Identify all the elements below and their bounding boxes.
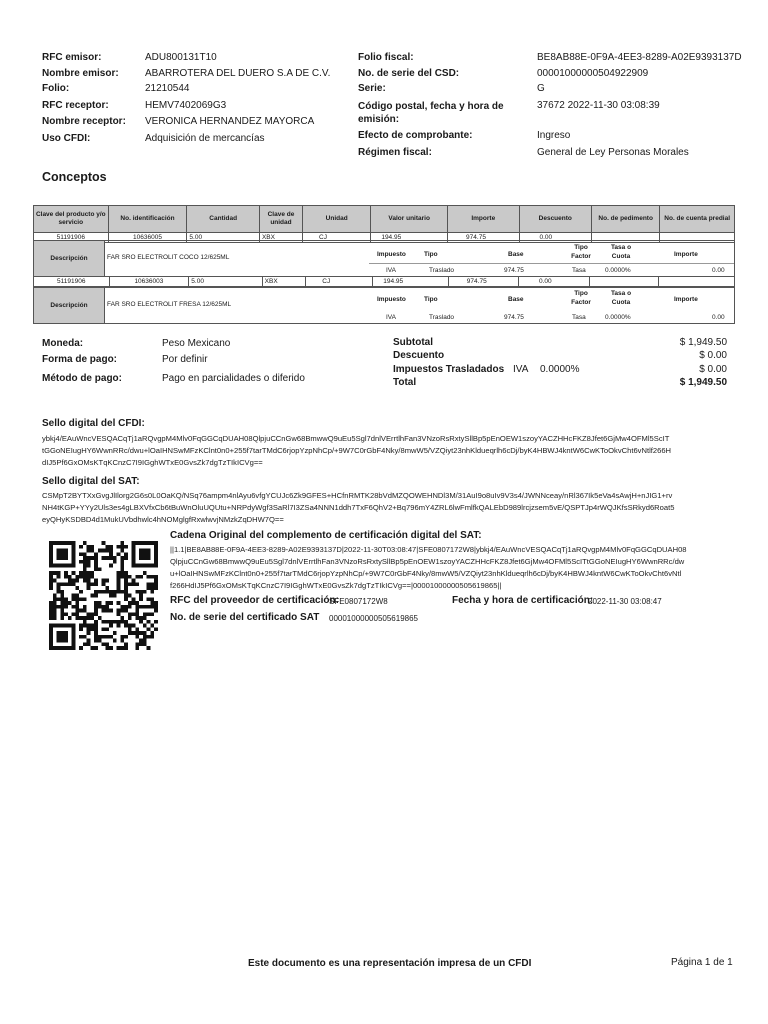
folio-label: Folio: xyxy=(42,83,70,94)
nombre-receptor-label: Nombre receptor: xyxy=(42,116,126,127)
efecto-label: Efecto de comprobante: xyxy=(358,130,473,141)
tax-tipo-factor: Tasa xyxy=(572,314,586,321)
impuestos-tipo: IVA xyxy=(513,364,529,375)
sello-sat-line: NH4tKGP+YYy2Uls3es4gLBXVfxCb6tBuWnOluUQUtu+NRPdyWgf3SaRl7I3ZSa4NNN1ddh7TxF6QhV2+Bq796mY4ZRL6lwFmlfkQALEbD989lrcjzsem5vE/QSPTJp4rWQJKfsSRkyd6Roat5 xyxy=(42,503,675,512)
total-label: Total xyxy=(393,377,417,388)
impuestos-trasladados-label: Impuestos Trasladados xyxy=(393,364,505,375)
serie-csd-label: No. de serie del CSD: xyxy=(358,68,460,79)
cell-clave-unidad: XBX xyxy=(259,233,302,243)
tax-tipo: Traslado xyxy=(429,314,455,321)
sello-cfdi-line: ybkj4/EAuWncVESQACqTj1aRQvgpM4Mlv0FqGGCqDUAH08QlpjuCCnGw68BmwwQ9uEu5Sgl7dnlVErrtlhFan3VNzoRsRxtySllBp5pEnOEW1szoyYACZHHcFKZ8Jfet6GjMw4OFMl5ScIT xyxy=(42,434,670,443)
tax-head-tipo-factor: Tipo Factor xyxy=(571,290,591,306)
cell-unidad: CJ xyxy=(303,233,371,243)
rfc-receptor-label: RFC receptor: xyxy=(42,100,109,111)
cadena-line: ||1.1|BE8AB88E-0F9A-4EE3-8289-A02E9393137D|2022-11-30T03:08:47|SFE0807172W8|ybkj4/EAuWncVESQACqTj1aRQvgpM4Mlv0FqGGCqDUAH08 xyxy=(170,545,687,554)
tax-head-base: Base xyxy=(508,251,524,258)
nombre-emisor-label: Nombre emisor: xyxy=(42,68,119,79)
tax-head-base: Base xyxy=(508,296,524,303)
descripcion-label: Descripción xyxy=(34,241,105,276)
col-clave-unidad: Clave de unidad xyxy=(259,206,302,233)
tax-base: 974.75 xyxy=(504,314,524,321)
page-number: Página 1 de 1 xyxy=(671,957,733,968)
sello-sat-line: eyQHyKSDBD4d1MukUVbdhwlc4hNOMglgfRxwlwvjNMzkZqDHW7Q== xyxy=(42,515,284,524)
efecto-value: Ingreso xyxy=(537,130,571,141)
col-importe: Importe xyxy=(448,206,519,233)
tax-head-impuesto: Impuesto xyxy=(377,296,406,303)
sello-sat-line: CSMpT2BYTXxGvgJlIlorg2G6s0L0OaKQ/NSq76ampm4nlAyu6vfgYCUJc6Zk9GFES+HCfnRMTK28bVdMZQOWEHNDl3M/31AuI9o8uIv9V3s4/JWNNceay/nRl367Ik5eVa4sAwjH+nJIG1+rv xyxy=(42,491,673,500)
footer-note: Este documento es una representación impresa de un CFDI xyxy=(248,958,532,969)
folio-value: 21210544 xyxy=(145,83,190,94)
conceptos-table-header xyxy=(33,205,735,243)
tax-impuesto: IVA xyxy=(386,267,396,274)
tax-head-impuesto: Impuesto xyxy=(377,251,406,258)
tax-head-importe: Importe xyxy=(674,296,698,303)
tax-head-importe: Importe xyxy=(674,251,698,258)
forma-pago-value: Por definir xyxy=(162,354,208,365)
forma-pago-label: Forma de pago: xyxy=(42,354,118,365)
sello-sat-title: Sello digital del SAT: xyxy=(42,476,140,487)
fecha-certificacion-label: Fecha y hora de certificación: xyxy=(452,595,594,606)
metodo-pago-value: Pago en parcialidades o diferido xyxy=(162,373,305,384)
tax-impuesto: IVA xyxy=(386,314,396,321)
tax-base: 974.75 xyxy=(504,267,524,274)
nombre-receptor-value: VERONICA HERNANDEZ MAYORCA xyxy=(145,116,315,127)
cell-clave: 51191906 xyxy=(34,233,109,243)
cadena-line: QlpjuCCnGw68BmwwQ9uEu5Sgl7dnlVErrtlhFan3VNzoRsRxtySllBp5pEnOEW1szoyYACZHHcFKZ8Jfet6GjMw4OFMl5ScITtGGoNEIugHY6WwnRRc/dw xyxy=(170,557,685,566)
cell-valor-unitario: 194.95 xyxy=(371,233,448,243)
col-pedimento: No. de pedimento xyxy=(592,206,660,233)
tax-head-tipo: Tipo xyxy=(424,251,438,258)
cadena-original-text xyxy=(170,544,740,592)
cell-pedimento xyxy=(590,277,659,287)
cadena-original-title: Cadena Original del complemento de certificación digital del SAT: xyxy=(170,530,482,541)
serie-value: G xyxy=(537,83,545,94)
cell-descuento: 0.00 xyxy=(519,277,590,287)
col-clave: Clave del producto y/o servicio xyxy=(34,206,109,233)
cell-importe: 974.75 xyxy=(448,233,519,243)
rfc-emisor-label: RFC emisor: xyxy=(42,52,102,63)
metodo-pago-label: Método de pago: xyxy=(42,373,122,384)
cell-cuenta-predial xyxy=(659,277,735,287)
col-descuento: Descuento xyxy=(519,206,592,233)
rfc-receptor-value: HEMV7402069G3 xyxy=(145,100,227,111)
col-identificacion: No. identificación xyxy=(108,206,187,233)
cell-clave-unidad: XBX xyxy=(262,277,306,287)
tax-importe: 0.00 xyxy=(712,267,725,274)
cp-fecha-label: Código postal, fecha y hora de emisión: xyxy=(358,101,504,125)
sello-sat-text xyxy=(42,490,742,526)
fecha-certificacion-value: 2022-11-30 03:08:47 xyxy=(588,597,662,606)
descuento-value: $ 0.00 xyxy=(699,350,727,361)
uso-cfdi-value: Adquisición de mercancías xyxy=(145,133,265,144)
cadena-line: f266HdIJ5Pf6GxOMsKTqKCnzC7I9IGghWTxE0GvsZk7dgTzTIkICVg==|00001000000505619865|| xyxy=(170,581,502,590)
subtotal-value: $ 1,949.50 xyxy=(679,337,727,348)
moneda-value: Peso Mexicano xyxy=(162,338,231,349)
cell-identificacion: 10636003 xyxy=(109,277,189,287)
descripcion-text: FAR SRO ELECTROLIT FRESA 12/625ML xyxy=(107,301,232,308)
tax-tasa: 0.0000% xyxy=(605,314,631,321)
total-value: $ 1,949.50 xyxy=(679,377,727,388)
impuestos-tasa: 0.0000% xyxy=(540,364,580,375)
impuestos-value: $ 0.00 xyxy=(699,364,727,375)
cell-cantidad: 5.00 xyxy=(189,277,262,287)
tax-divider xyxy=(369,263,734,264)
sello-cfdi-line: dIJ5Pf6GxOMsKTqKCnzC7I9IGghWTxE0GvsZk7dgTzTIkICVg== xyxy=(42,458,263,467)
col-cantidad: Cantidad xyxy=(187,206,260,233)
moneda-label: Moneda: xyxy=(42,338,84,349)
table-row xyxy=(34,277,735,287)
sello-cfdi-line: tGGoNEIugHY6WwnRRc/dwu+lOaIHNSwMFzKClnt0n0+255f7tarTMdC6rjopYzpNhCp/+9W7C0rGbF4Nky/8mwW5/VZQiyt23nhKldueqrlh6cDj/byK4HBWJ4kntW6CwKToOkvCht6vNtlf266H xyxy=(42,446,672,455)
cell-valor-unitario: 194.95 xyxy=(373,277,449,287)
tax-tasa: 0.0000% xyxy=(605,267,631,274)
cell-importe: 974.75 xyxy=(448,277,518,287)
serie-label: Serie: xyxy=(358,83,386,94)
descripcion-text: FAR SRO ELECTROLIT COCO 12/625ML xyxy=(107,254,230,261)
cell-cantidad: 5.00 xyxy=(187,233,260,243)
descripcion-block xyxy=(33,240,735,277)
nombre-emisor-value: ABARROTERA DEL DUERO S.A DE C.V. xyxy=(145,68,331,79)
serie-certificado-value: 00001000000505619865 xyxy=(329,614,418,623)
tax-head-tasa: Tasa o Cuota xyxy=(610,244,632,260)
sello-cfdi-text xyxy=(42,433,742,469)
regimen-label: Régimen fiscal: xyxy=(358,147,432,158)
serie-certificado-label: No. de serie del certificado SAT xyxy=(170,612,320,623)
col-cuenta-predial: No. de cuenta predial xyxy=(660,206,735,233)
regimen-value: General de Ley Personas Morales xyxy=(537,147,689,158)
descripcion-block xyxy=(33,287,735,324)
rfc-proveedor-label: RFC del proveedor de certificación: xyxy=(170,595,339,606)
conceptos-title: Conceptos xyxy=(42,170,107,184)
tax-tipo: Traslado xyxy=(429,267,455,274)
col-unidad: Unidad xyxy=(303,206,371,233)
tax-importe: 0.00 xyxy=(712,314,725,321)
cell-descuento: 0.00 xyxy=(519,233,592,243)
tax-head-tipo: Tipo xyxy=(424,296,438,303)
cadena-line: u+lOaIHNSwMFzKClnt0n0+255f7tarTMdC6rjopYzpNhCp/+9W7C0rGbF4Nky/8mwW5/VZQiyt23nhKldueqrlh6cDj/byK4HBWJ4kntW6CwKToOkvCht6vNtl xyxy=(170,569,682,578)
uso-cfdi-label: Uso CFDI: xyxy=(42,133,91,144)
descuento-label: Descuento xyxy=(393,350,445,361)
folio-fiscal-label: Folio fiscal: xyxy=(358,52,414,63)
cell-unidad: CJ xyxy=(306,277,373,287)
tax-head-tipo-factor: Tipo Factor xyxy=(571,244,591,260)
cell-identificacion: 10636005 xyxy=(108,233,187,243)
rfc-emisor-value: ADU800131T10 xyxy=(145,52,217,63)
rfc-proveedor-value: SFE0807172W8 xyxy=(329,597,388,606)
sello-cfdi-title: Sello digital del CFDI: xyxy=(42,418,145,429)
folio-fiscal-value: BE8AB88E-0F9A-4EE3-8289-A02E9393137D xyxy=(537,52,742,63)
subtotal-label: Subtotal xyxy=(393,337,433,348)
qr-code-icon xyxy=(49,541,158,650)
tax-head-tasa: Tasa o Cuota xyxy=(610,290,632,306)
serie-csd-value: 00001000000504922909 xyxy=(537,68,649,79)
conceptos-table-row2 xyxy=(33,276,735,287)
col-valor-unitario: Valor unitario xyxy=(371,206,448,233)
cell-clave: 51191906 xyxy=(34,277,110,287)
descripcion-label: Descripción xyxy=(34,288,105,323)
cp-fecha-value: 37672 2022-11-30 03:08:39 xyxy=(537,100,660,111)
tax-tipo-factor: Tasa xyxy=(572,267,586,274)
